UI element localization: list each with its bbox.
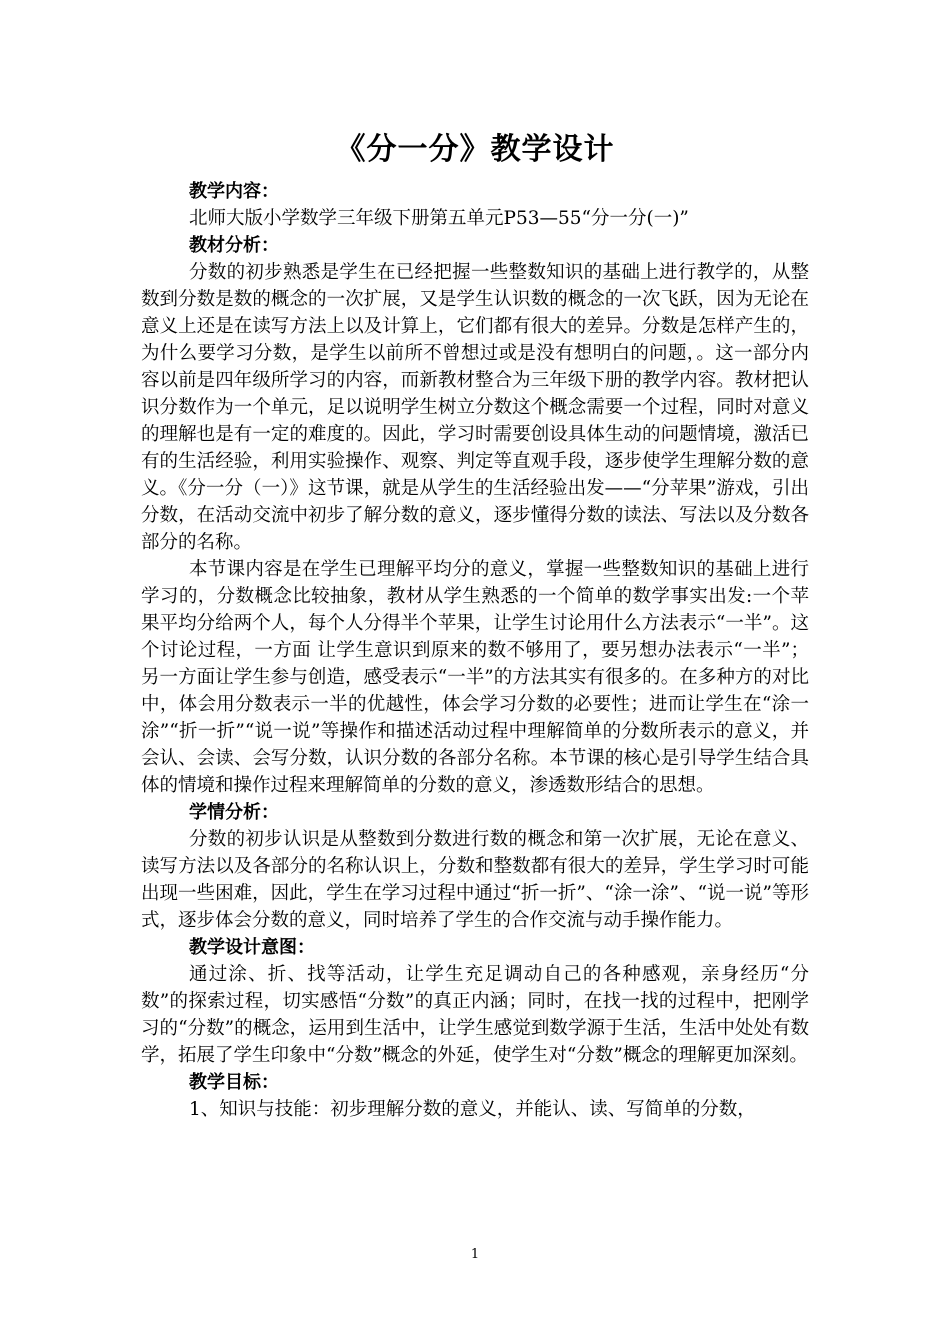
section-paragraph: 通过涂、折、找等活动，让学生充足调动自己的各种感观，亲身经历“分数”的探索过程，切实感悟“分数”的真正内涵；同时，在找一找的过程中，把刚学习的“分数”的概念，运用到生活中，让学生感觉到数学源于生活，生活中处处有数学，拓展了学生印象中“分数”概念的外延，使学生对“分数”概念的理解更加深刻。 <box>141 964 809 1066</box>
section-learner-analysis <box>141 799 809 934</box>
section-textbook-analysis <box>141 232 809 799</box>
page-number: 1 <box>470 1247 480 1262</box>
section-design-intent <box>141 934 809 1069</box>
document-title: 《分一分》教学设计 <box>335 132 615 167</box>
section-teaching-goals <box>141 1069 809 1123</box>
document-body <box>141 128 809 1123</box>
section-teaching-content <box>141 178 809 232</box>
section-heading: 教学内容： <box>189 181 279 202</box>
section-paragraph: 1、知识与技能：初步理解分数的意义，并能认、读、写简单的分数， <box>189 1099 756 1120</box>
section-paragraph: 北师大版小学数学三年级下册第五单元P53—55“分一分(一)” <box>189 208 689 229</box>
section-heading: 教材分析： <box>189 235 279 256</box>
section-heading: 教学目标： <box>189 1072 279 1093</box>
section-heading: 教学设计意图： <box>189 937 315 958</box>
section-heading: 学情分析： <box>189 802 279 823</box>
section-paragraph: 分数的初步认识是从整数到分数进行数的概念和第一次扩展，无论在意义、读写方法以及各部分的名称认识上，分数和整数都有很大的差异，学生学习时可能出现一些困难，因此，学生在学习过程中通过“折一折”、“涂一涂”、“说一说”等形式，逐步体会分数的意义，同时培养了学生的合作交流与动手操作能力。 <box>141 829 809 931</box>
section-paragraph: 本节课内容是在学生已理解平均分的意义，掌握一些整数知识的基础上进行学习的，分数概念比较抽象，教材从学生熟悉的一个简单的数学事实出发:一个苹果平均分给两个人，每个人分得半个苹果，让学生讨论用什么方法表示“一半”。这个讨论过程，一方面 让学生意识到原来的数不够用了，要另想办法表示“一半”；另一方面让学生参与创造，感受表示“一半”的方法其实有很多的。在多种方的对比中，体会用分数表示一半的优越性，体会学习分数的必要性；进而让学生在“涂一涂”“折一折”“说一说”等操作和描述活动过程中理解简单的分数所表示的意义，并会认、会读、会写分数，认识分数的各部分名称。本节课的核心是引导学生结合具体的情境和操作过程来理解简单的分数的意义，渗透数形结合的思想。 <box>141 559 809 796</box>
section-paragraph: 分数的初步熟悉是学生在已经把握一些整数知识的基础上进行教学的，从整数到分数是数的概念的一次扩展，又是学生认识数的概念的一次飞跃，因为无论在意义上还是在读写方法上以及计算上，它们都有很大的差异。分数是怎样产生的，为什么要学习分数，是学生以前所不曾想过或是没有想明白的问题，。这一部分内容以前是四年级所学习的内容，而新教材整合为三年级下册的教学内容。教材把认识分数作为一个单元，足以说明学生树立分数这个概念需要一个过程，同时对意义的理解也是有一定的难度的。因此，学习时需要创设具体生动的问题情境，激活已有的生活经验，利用实验操作、观察、判定等直观手段，逐步使学生理解分数的意义。《分一分（一）》这节课，就是从学生的生活经验出发——“分苹果”游戏，引出分数，在活动交流中初步了解分数的意义，逐步懂得分数的读法、写法以及分数各部分的名称。 <box>141 262 809 553</box>
